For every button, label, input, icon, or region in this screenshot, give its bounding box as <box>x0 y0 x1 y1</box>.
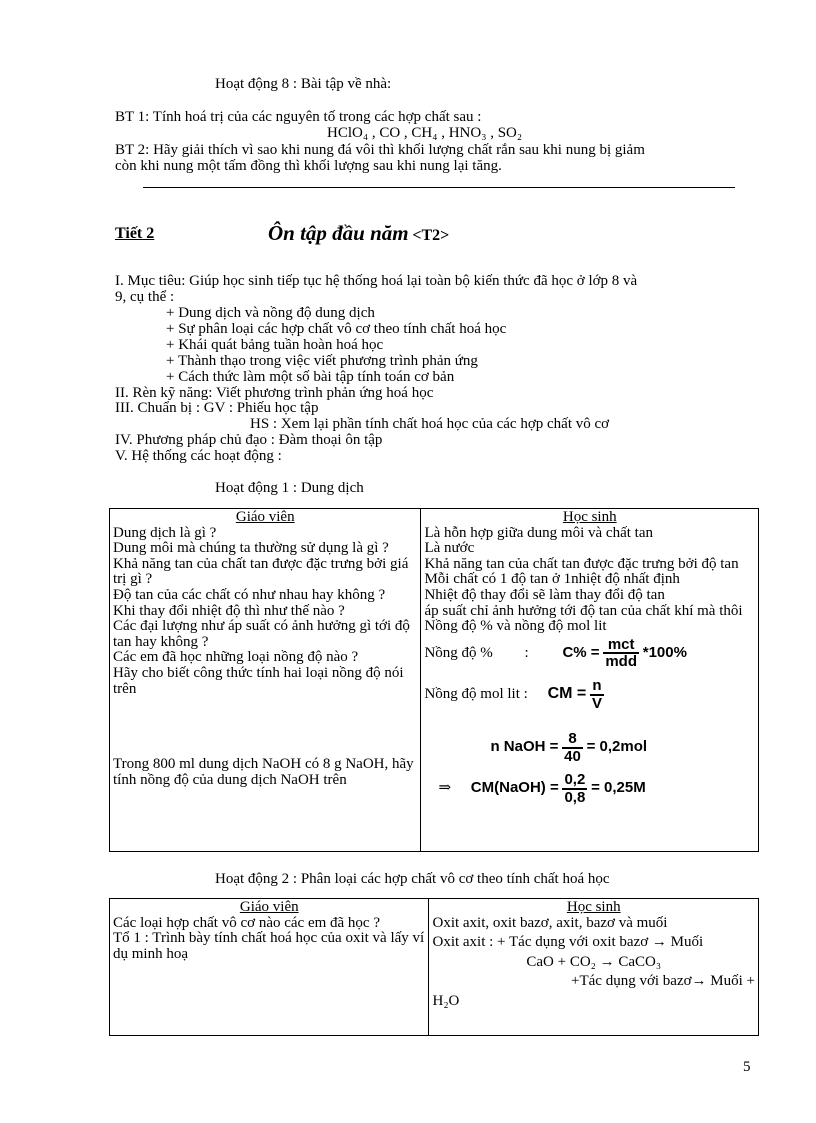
objective-bullet: + Sự phân loại các hợp chất vô cơ theo tính chất hoá học <box>166 321 507 337</box>
teacher-header: Giáo viên <box>239 899 299 915</box>
activity-2-table <box>109 898 759 1036</box>
concentration-calc <box>438 772 755 805</box>
reaction-equation: CaO + CO₂ → CaCO₃ <box>526 953 662 970</box>
implies-icon: ⇒ <box>438 780 452 797</box>
divider <box>143 187 735 188</box>
teacher-column <box>110 899 429 1036</box>
student-answer: +Tác dụng với bazơ→ Muối + <box>571 973 755 990</box>
student-column <box>429 899 759 1036</box>
teacher-question: Khi thay đổi nhiệt độ thì như thế nào ? <box>113 602 345 619</box>
student-answer: Oxit axit : + Tác dụng với oxit bazơ → Muối <box>432 934 704 951</box>
student-answer: Mỗi chất có 1 độ tan ở 1nhiệt độ nhất định <box>424 571 680 588</box>
moles-lhs: n NaOH = <box>490 738 559 756</box>
activity-1-table <box>109 508 759 852</box>
moles-result: = 0,2mol <box>586 738 648 756</box>
teacher-question: Các loại hợp chất vô cơ nào các em đã học ? <box>113 914 380 931</box>
student-answer: H₂O <box>432 992 460 1009</box>
molar-label: Nồng độ mol lit : <box>424 685 528 702</box>
student-header: Học sinh <box>566 899 621 915</box>
exercise-2-line-1: BT 2: Hãy giải thích vì sao khi nung đá vôi thì khối lượng chất rắn sau khi nung bị giảm <box>115 142 645 158</box>
objective-bullet: + Cách thức làm một số bài tập tính toán cơ bản <box>166 369 455 385</box>
percent-tail: *100% <box>642 643 687 661</box>
objectives-line-1: I. Mục tiêu: Giúp học sinh tiếp tục hệ thống hoá lại toàn bộ kiến thức đã học ở lớp 8 và <box>115 273 638 289</box>
percent-lhs: C% = <box>562 643 600 661</box>
student-answer: Khả năng tan của chất tan được đặc trưng bởi độ tan <box>424 555 739 572</box>
method-line: IV. Phương pháp chủ đạo : Đàm thoại ôn tập <box>115 432 383 448</box>
title-text: Ôn tập đầu năm <box>268 221 409 245</box>
exercise-2-line-2: còn khi nung một tấm đồng thì khối lượng sau khi nung lại tăng. <box>115 158 502 174</box>
moles-calc <box>490 731 755 764</box>
activity-8-heading: Hoạt động 8 : Bài tập về nhà: <box>215 76 392 92</box>
lesson-number: Tiết 2 <box>115 225 155 242</box>
student-answer: Là nước <box>424 540 475 557</box>
molar-den: V <box>591 694 602 712</box>
exercise-1: BT 1: Tính hoá trị của các nguyên tố trong các hợp chất sau : <box>115 109 482 125</box>
objective-bullet: + Dung dịch và nồng độ dung dịch <box>166 305 375 321</box>
student-header: Học sinh <box>562 509 617 525</box>
percent-sep: : <box>524 644 529 661</box>
teacher-column <box>110 509 421 852</box>
moles-den: 40 <box>564 747 581 765</box>
teacher-question: Dung môi mà chúng ta thường sử dụng là gì ? <box>113 540 389 557</box>
concentration-fraction <box>562 772 587 805</box>
moles-num: 8 <box>562 731 583 749</box>
teacher-question: Khả năng tan của chất tan được đặc trưng bởi giá trị gì ? <box>113 555 409 588</box>
molar-lhs: CM = <box>547 684 587 702</box>
percent-formula <box>424 637 755 670</box>
molar-fraction <box>590 678 604 711</box>
student-answer: Nhiệt độ thay đổi sẽ làm thay đổi độ tan <box>424 586 665 603</box>
teacher-exercise: Trong 800 ml dung dịch NaOH có 8 g NaOH, hãy tính nồng độ của dung dịch NaOH trên <box>113 756 414 788</box>
student-column <box>421 509 759 852</box>
student-answer: Oxit axit, oxit bazơ, axit, bazơ và muối <box>432 914 668 931</box>
percent-label: Nồng độ % <box>424 644 493 661</box>
student-answer: áp suất chỉ ảnh hưởng tới độ tan của chất khí mà thôi <box>424 602 743 619</box>
teacher-question: Các em đã học những loại nồng độ nào ? <box>113 649 359 666</box>
skills-line: II. Rèn kỹ năng: Viết phương trình phản ứng hoá học <box>115 385 434 401</box>
molar-formula <box>424 678 755 711</box>
student-answer: Là hỗn hợp giữa dung môi và chất tan <box>424 524 653 541</box>
teacher-question: Dung dịch là gì ? <box>113 524 217 541</box>
percent-fraction <box>603 637 639 670</box>
objective-bullet: + Thành thạo trong việc viết phương trình phản ứng <box>166 353 478 369</box>
teacher-question: Tổ 1 : Trình bày tính chất hoá học của oxit và lấy ví dụ minh hoạ <box>113 930 425 962</box>
student-answer: Nồng độ % và nồng độ mol lit <box>424 618 607 635</box>
exercise-1-formulas: HClO₄ , CO , CH₄ , HNO₃ , SO₂ <box>327 125 523 141</box>
objective-bullet: + Khái quát bảng tuần hoàn hoá học <box>166 337 384 353</box>
concentration-den: 0,8 <box>564 788 586 806</box>
page-number: 5 <box>743 1059 751 1075</box>
preparation-teacher: III. Chuẩn bị : GV : Phiếu học tập <box>115 400 319 416</box>
concentration-lhs: CM(NaOH) = <box>470 779 559 797</box>
teacher-question: Các đại lượng như áp suất có ảnh hưởng gì tới độ tan hay không ? <box>113 618 410 650</box>
title-code: <T2> <box>412 227 450 244</box>
activity-2-heading: Hoạt động 2 : Phân loại các hợp chất vô cơ theo tính chất hoá học <box>215 871 610 887</box>
teacher-question: Độ tan của các chất có như nhau hay không ? <box>113 586 386 603</box>
objectives-line-2: 9, cụ thể : <box>115 289 175 305</box>
moles-fraction <box>562 731 583 764</box>
percent-num: mct <box>603 637 639 655</box>
percent-den: mdd <box>605 653 637 671</box>
concentration-num: 0,2 <box>564 771 586 789</box>
molar-num: n <box>590 678 604 696</box>
page-title <box>268 222 449 247</box>
activities-line: V. Hệ thống các hoạt động : <box>115 448 282 464</box>
concentration-result: = 0,25M <box>591 779 646 797</box>
preparation-students: HS : Xem lại phần tính chất hoá học của các hợp chất vô cơ <box>250 416 610 432</box>
activity-1-heading: Hoạt động 1 : Dung dịch <box>215 480 364 496</box>
teacher-header: Giáo viên <box>235 509 295 525</box>
teacher-question: Hãy cho biết công thức tính hai loại nồng độ nói trên <box>113 664 404 697</box>
